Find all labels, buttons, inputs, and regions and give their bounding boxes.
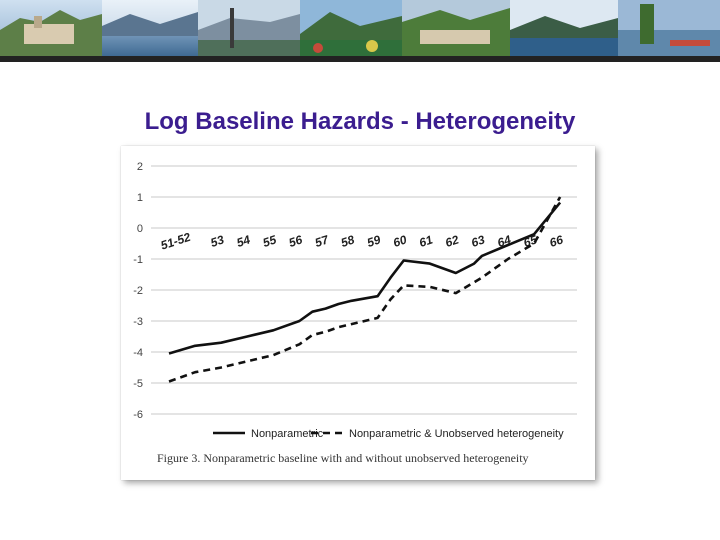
y-tick-label: -6 — [133, 409, 143, 421]
y-tick-label: 0 — [136, 223, 143, 235]
category-label: 56 — [287, 232, 305, 250]
category-label: 64 — [495, 232, 513, 250]
y-tick-label: -5 — [133, 378, 143, 390]
hazard-line-chart — [121, 146, 595, 476]
category-label: 62 — [443, 232, 461, 250]
y-tick-label: -1 — [133, 254, 143, 266]
figure-caption: Figure 3. Nonparametric baseline with and without unobserved heterogeneity — [157, 451, 529, 465]
category-label: 60 — [391, 232, 409, 250]
photo-banner — [0, 0, 720, 62]
series-line-nonparametric — [169, 203, 560, 354]
category-label: 51-52 — [158, 229, 193, 253]
legend-label: Nonparametric — [251, 428, 324, 440]
banner-photo-7 — [618, 0, 720, 56]
banner-photo-5 — [402, 0, 510, 56]
category-label: 59 — [365, 232, 383, 250]
banner-photo-4 — [300, 0, 402, 56]
y-tick-label: -4 — [133, 347, 143, 359]
category-label: 65 — [521, 232, 539, 250]
banner-bottom-bar — [0, 56, 720, 62]
y-tick-label: -3 — [133, 316, 143, 328]
banner-photo-3 — [198, 0, 300, 56]
category-label: 53 — [208, 232, 226, 250]
category-label: 63 — [469, 232, 487, 250]
legend-label: Nonparametric & Unobserved heterogeneity — [349, 428, 564, 440]
category-label: 66 — [547, 232, 565, 250]
category-label: 61 — [417, 232, 435, 250]
y-tick-label: -2 — [133, 285, 143, 297]
category-label: 58 — [339, 232, 357, 250]
figure-panel — [121, 146, 595, 480]
category-label: 55 — [260, 232, 278, 250]
category-label: 54 — [234, 232, 252, 250]
y-tick-label: 1 — [136, 192, 143, 204]
slide-title: Log Baseline Hazards - Heterogeneity — [144, 108, 576, 135]
banner-photo-6 — [510, 0, 618, 56]
banner-photo-1 — [0, 0, 102, 56]
category-label: 57 — [313, 232, 331, 250]
banner-photo-2 — [102, 0, 198, 56]
series-line-unobserved-heterogeneity — [169, 197, 560, 382]
y-tick-label: 2 — [136, 161, 143, 173]
